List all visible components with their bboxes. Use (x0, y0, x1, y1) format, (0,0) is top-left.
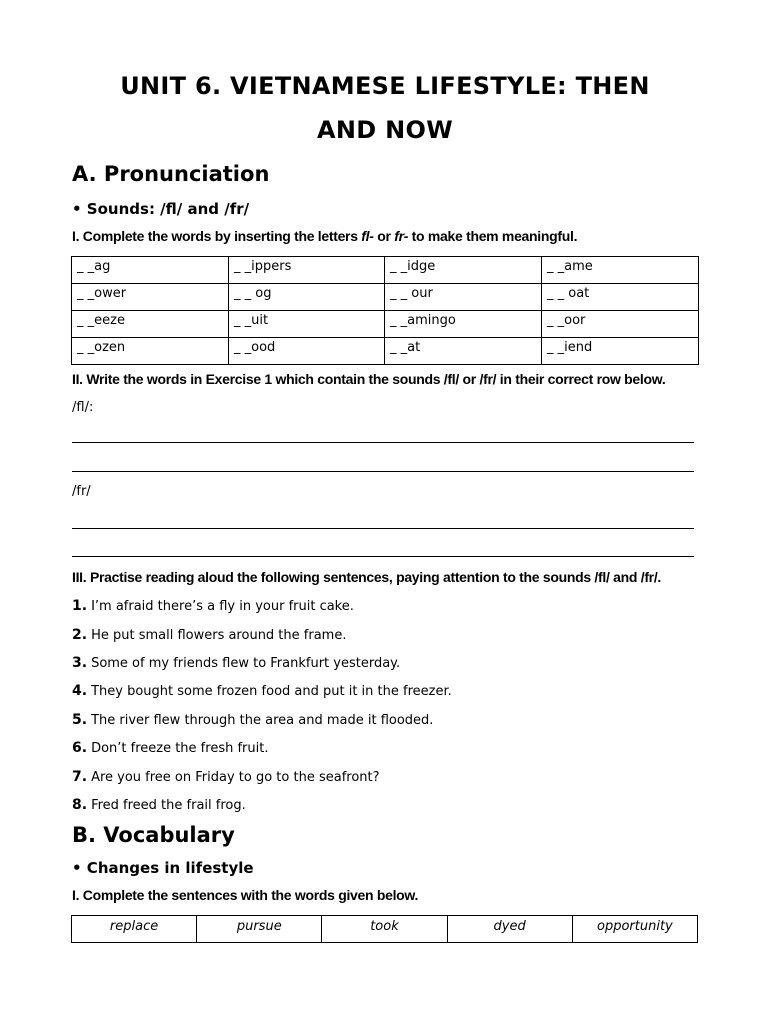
vocab-word-cell: opportunity (572, 916, 697, 943)
vocab-exercise-1-instruction: I. Complete the sentences with the words given below. (72, 887, 419, 903)
vocab-word-cell: took (322, 916, 447, 943)
word-box-table (71, 915, 698, 943)
sentence-number: 7. (72, 769, 88, 785)
sentence-item (72, 740, 268, 756)
word-cell: _ _eeze (72, 311, 229, 338)
sentence-number: 8. (72, 797, 88, 813)
sentence-number: 2. (72, 627, 88, 643)
table-row (72, 284, 699, 311)
sentence-item (72, 769, 380, 785)
sentence-text: I’m afraid there’s a fly in your fruit cake. (91, 599, 354, 614)
sentence-number: 5. (72, 712, 88, 728)
sentence-number: 3. (72, 655, 88, 671)
word-cell: _ _ippers (229, 257, 385, 284)
answer-line-fl-2[interactable] (72, 471, 694, 472)
vocab-word-cell: dyed (447, 916, 572, 943)
exercise-3-instruction: III. Practise reading aloud the following sentences, paying attention to the sounds /fl/ and /fr/. (72, 569, 662, 585)
sounds-bullet: • Sounds: /fl/ and /fr/ (72, 200, 250, 218)
word-cell: _ _ozen (72, 338, 229, 365)
fl-label: /fl/: (72, 400, 94, 415)
letters-table (71, 256, 699, 365)
sentence-item (72, 598, 354, 614)
sentence-text: They bought some frozen food and put it in the freezer. (91, 684, 452, 699)
sentence-text: The river flew through the area and made it flooded. (91, 713, 434, 728)
word-cell: _ _ our (385, 284, 542, 311)
answer-line-fr-1[interactable] (72, 528, 694, 529)
sentence-text: Don’t freeze the fresh fruit. (91, 741, 269, 756)
section-b-heading: B. Vocabulary (72, 823, 235, 847)
word-cell: _ _oor (542, 311, 699, 338)
changes-bullet: • Changes in lifestyle (72, 859, 254, 877)
sentence-text: Some of my friends flew to Frankfurt yesterday. (91, 656, 401, 671)
answer-line-fl-1[interactable] (72, 442, 694, 443)
word-cell: _ _uit (229, 311, 385, 338)
table-row (72, 311, 699, 338)
sentence-item (72, 797, 246, 813)
sentence-text: Fred freed the frail frog. (91, 798, 246, 813)
word-cell: _ _iend (542, 338, 699, 365)
vocab-word-cell: pursue (197, 916, 322, 943)
word-cell: _ _ower (72, 284, 229, 311)
word-cell: _ _ame (542, 257, 699, 284)
sentence-number: 1. (72, 598, 88, 614)
vocab-word-cell: replace (72, 916, 197, 943)
section-a-heading: A. Pronunciation (72, 162, 270, 186)
fr-label: /fr/ (72, 484, 91, 499)
sentence-number: 4. (72, 683, 88, 699)
unit-title-line2: AND NOW (317, 116, 453, 144)
table-row (72, 257, 699, 284)
sentence-item (72, 655, 400, 671)
table-row (72, 916, 698, 943)
unit-title-line1: UNIT 6. VIETNAMESE LIFESTYLE: THEN (120, 72, 650, 100)
word-cell: _ _ og (229, 284, 385, 311)
sentence-item (72, 627, 346, 643)
word-cell: _ _ood (229, 338, 385, 365)
table-row (72, 338, 699, 365)
word-cell: _ _amingo (385, 311, 542, 338)
word-cell: _ _ag (72, 257, 229, 284)
exercise-2-instruction: II. Write the words in Exercise 1 which contain the sounds /fl/ or /fr/ in their correct row below. (72, 371, 666, 387)
exercise-1-instruction: I. Complete the words by inserting the letters fl- or fr- to make them meaningful. (72, 228, 578, 244)
sentence-item (72, 712, 433, 728)
sentence-text: Are you free on Friday to go to the seafront? (91, 770, 380, 785)
sentence-number: 6. (72, 740, 88, 756)
word-cell: _ _at (385, 338, 542, 365)
word-cell: _ _ oat (542, 284, 699, 311)
sentence-item (72, 683, 452, 699)
answer-line-fr-2[interactable] (72, 556, 694, 557)
sentence-text: He put small flowers around the frame. (91, 628, 347, 643)
word-cell: _ _idge (385, 257, 542, 284)
